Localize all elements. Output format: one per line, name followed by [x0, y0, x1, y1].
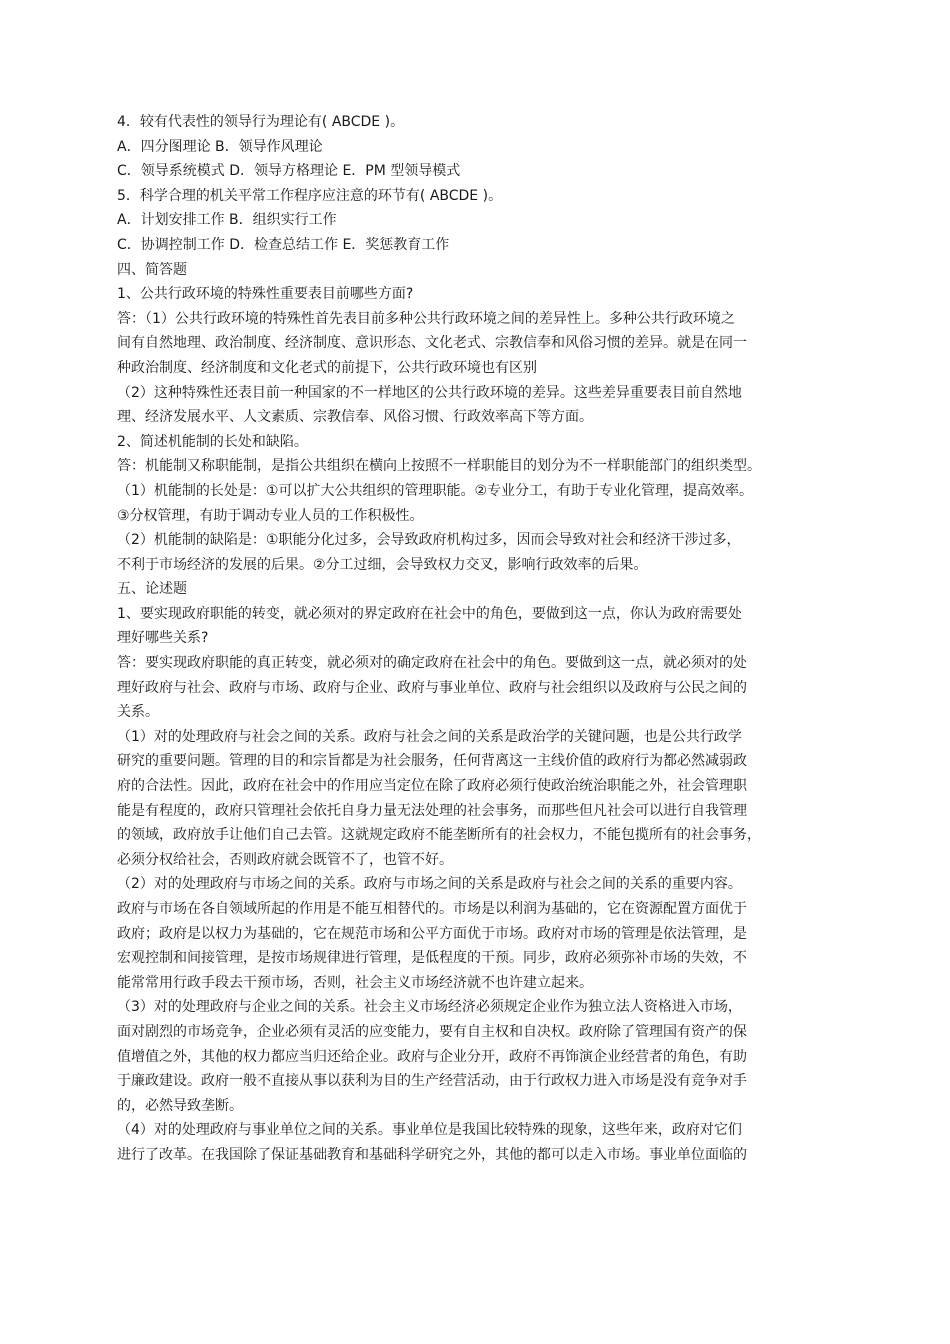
text-line: 五、论述题 [117, 581, 187, 598]
text-line: 理好哪些关系? [117, 630, 209, 647]
text-line: 进行了改革。在我国除了保证基础教育和基础科学研究之外，其他的都可以走入市场。事业单位面临的 [117, 1146, 747, 1163]
text-line: 答：要实现政府职能的真正转变，就必须对的确定政府在社会中的角色。要做到这一点，就必须对的处 [117, 655, 747, 672]
text-line: C．协调控制工作 D．检查总结工作 E．奖惩教育工作 [117, 236, 450, 253]
text-line: ③分权管理，有助于调动专业人员的工作积极性。 [117, 507, 424, 524]
text-line: （1）对的处理政府与社会之间的关系。政府与社会之间的关系是政治学的关键问题，也是公共行政学 [117, 728, 742, 745]
text-line: 理好政府与社会、政府与市场、政府与企业、政府与事业单位、政府与社会组织以及政府与公民之间的 [117, 679, 747, 696]
text-line: 于廉政建设。政府一般不直接从事以获利为目的生产经营活动，由于行政权力进入市场是没有竞争对手 [117, 1073, 747, 1090]
text-line: 必须分权给社会，否则政府就会既管不了，也管不好。 [117, 851, 453, 868]
text-line: 政府与市场在各自领域所起的作用是不能互相替代的。市场是以利润为基础的，它在资源配置方面优于 [117, 901, 747, 917]
text-line: 1、公共行政环境的特殊性重要表目前哪些方面? [117, 286, 414, 303]
text-line: 间有自然地理、政治制度、经济制度、意识形态、文化老式、宗教信奉和风俗习惯的差异。就是在同一 [117, 335, 747, 352]
text-line: 答：（1）公共行政环境的特殊性首先表目前多种公共行政环境之间的差异性上。多种公共行政环境之 [117, 310, 735, 327]
text-line: 1、要实现政府职能的转变，就必须对的界定政府在社会中的角色，要做到这一点，你认为政府需要处 [117, 605, 742, 622]
text-line: C．领导系统模式 D．领导方格理论 E．PM 型领导模式 [117, 163, 461, 180]
text-line: 5．科学合理的机关平常工作程序应注意的环节有( ABCDE )。 [117, 187, 503, 204]
text-line: 不利于市场经济的发展的后果。②分工过细，会导致权力交叉，影响行政效率的后果。 [117, 556, 648, 573]
text-line: （1）机能制的长处是：①可以扩大公共组织的管理职能。②专业分工，有助于专业化管理，提高效率。 [117, 482, 754, 499]
text-line: 政府；政府是以权力为基础的，它在规范市场和公平方面优于市场。政府对市场的管理是依法管理，是 [117, 925, 747, 942]
text-line: 关系。 [117, 704, 159, 721]
text-line: 的领域，政府放手让他们自己去管。这就规定政府不能垄断所有的社会权力，不能包揽所有的社会事务， [117, 827, 761, 844]
text-line: 宏观控制和间接管理，是按市场规律进行管理，是低程度的干预。同步，政府必须弥补市场的失效，不 [117, 950, 747, 967]
text-line: （4）对的处理政府与事业单位之间的关系。事业单位是我国比较特殊的现象，这些年来，政府对它们 [117, 1122, 742, 1139]
text-line: 研究的重要问题。管理的目的和宗旨都是为社会服务，任何背离这一主线价值的政府行为都必然减弱政 [117, 753, 747, 770]
text-line: （2）对的处理政府与市场之间的关系。政府与市场之间的关系是政府与社会之间的关系的重要内容。 [117, 876, 742, 893]
text-line: 种政治制度、经济制度和文化老式的前提下，公共行政环境也有区别 [117, 359, 537, 376]
text-line: （3）对的处理政府与企业之间的关系。社会主义市场经济必须规定企业作为独立法人资格进入市场， [117, 999, 742, 1016]
text-line: 2、简述机能制的长处和缺陷。 [117, 433, 308, 450]
text-line: A．计划安排工作 B．组织实行工作 [117, 212, 337, 229]
text-line: 四、简答题 [117, 261, 187, 278]
text-line: 的，必然导致垄断。 [117, 1097, 243, 1114]
text-line: 答：机能制又称职能制，是指公共组织在横向上按照不一样职能目的划分为不一样职能部门的组织类型。 [117, 458, 761, 475]
text-line: 面对剧烈的市场竞争，企业必须有灵活的应变能力，要有自主权和自决权。政府除了管理国有资产的保 [117, 1023, 747, 1040]
text-line: 能常常用行政手段去干预市场，否则，社会主义市场经济就不也许建立起来。 [117, 974, 593, 991]
text-line: 4．较有代表性的领导行为理论有( ABCDE )。 [117, 114, 405, 130]
text-line: A．四分图理论 B．领导作风理论 [117, 138, 323, 155]
text-line: （2）机能制的缺陷是：①职能分化过多，会导致政府机构过多，因而会导致对社会和经济干涉过多， [117, 532, 741, 549]
document-page [117, 110, 845, 1168]
text-line: 理、经济发展水平、人文素质、宗教信奉、风俗习惯、行政效率高下等方面。 [117, 409, 593, 426]
text-line: 府的合法性。因此，政府在社会中的作用应当定位在除了政府必须行使政治统治职能之外，社会管理职 [117, 778, 747, 795]
text-line: 能是有程度的，政府只管理社会依托自身力量无法处理的社会事务，而那些但凡社会可以进行自我管理 [117, 802, 747, 819]
text-line: 值增值之外，其他的权力都应当归还给企业。政府与企业分开，政府不再饰演企业经营者的角色，有助 [117, 1048, 747, 1065]
text-line: （2）这种特殊性还表目前一种国家的不一样地区的公共行政环境的差异。这些差异重要表目前自然地 [117, 384, 742, 401]
